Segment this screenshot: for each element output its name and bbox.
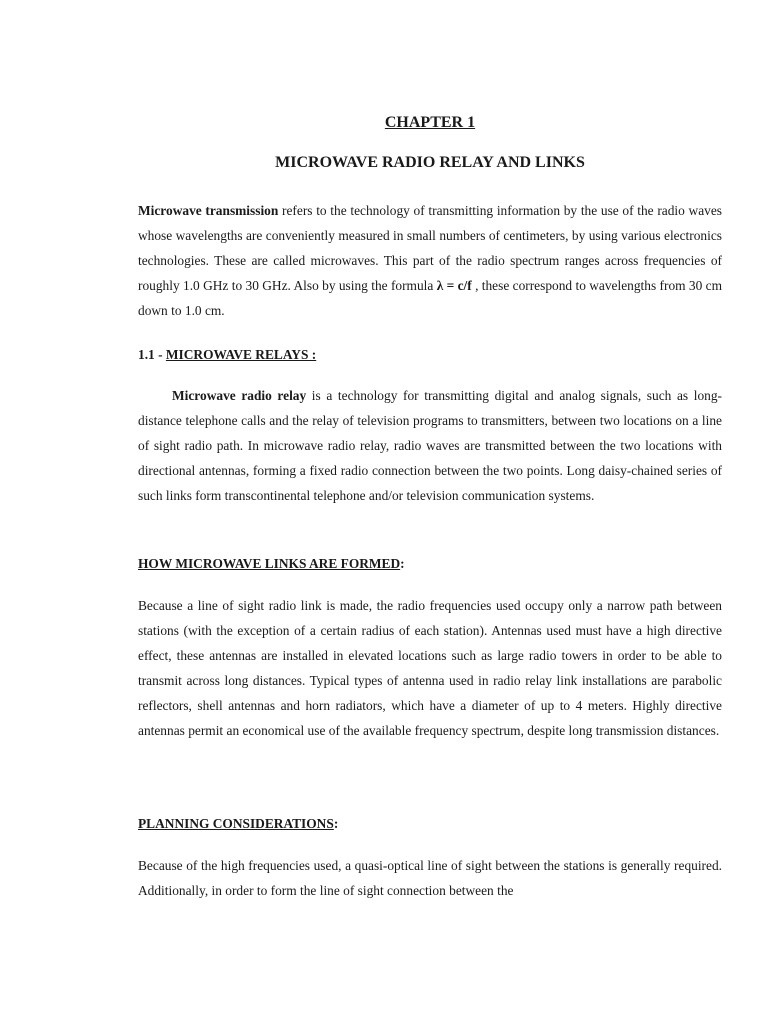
links-title: HOW MICROWAVE LINKS ARE FORMED [138,556,401,571]
links-paragraph: Because a line of sight radio link is made, the radio frequencies used occupy only a narrow path between stations (with the exception of a certain radius of each station). Antennas used must have a high directive effect, these antennas are installed in elevated locations such as large radio towers in order to be able to transmit across long distances. Typical types of antenna used in radio relay link installations are parabolic reflectors, shell antennas and horn radiators, which have a diameter of up to 4 meters. Highly directive antennas permit an economical use of the available frequency spectrum, despite long transmission distances. [138,598,722,738]
planning-paragraph: Because of the high frequencies used, a quasi-optical line of sight between the stations is generally required. Additionally, in order to form the line of sight connection between the [138,858,722,898]
chapter-label: CHAPTER 1 [384,114,476,131]
intro-text: refers to the technology of transmitting information by the use of the radio waves whose wavelengths are conveniently measured in small numbers of centimeters, by using various electronics technologies. These are called microwaves. This part of the radio spectrum ranges across frequencies of roughly 1.0 GHz to 30 GHz. Also by using the formula [138,203,722,293]
section-title: MICROWAVE RELAYS : [165,347,317,362]
planning-heading [138,811,338,836]
intro-paragraph [138,198,722,323]
intro-text-end: , these correspond to wavelengths from 30 cm down to 1.0 cm. [138,278,723,318]
links-heading [138,551,405,576]
links-colon: : [400,556,405,571]
section-1-1-heading [138,342,316,367]
intro-term: Microwave transmission [138,203,279,218]
planning-colon: : [333,816,339,831]
planning-title: PLANNING CONSIDERATIONS [138,816,334,831]
relay-paragraph [138,383,722,508]
relay-text: is a technology for transmitting digital and analog signals, such as long-distance telephone calls and the relay of television programs to transmitters, between two locations on a line of sight radio path. In microwave radio relay, radio waves are transmitted between the two locations with directional antennas, forming a fixed radio connection between the two points. Long daisy-chained series of such links form transcontinental telephone and/or television communication systems. [138,388,722,503]
chapter-title: MICROWAVE RADIO RELAY AND LINKS [275,154,585,171]
wavelength-formula: λ = c/f [436,278,472,293]
relay-term: Microwave radio relay [172,388,307,403]
section-number: 1.1 - [138,347,166,362]
